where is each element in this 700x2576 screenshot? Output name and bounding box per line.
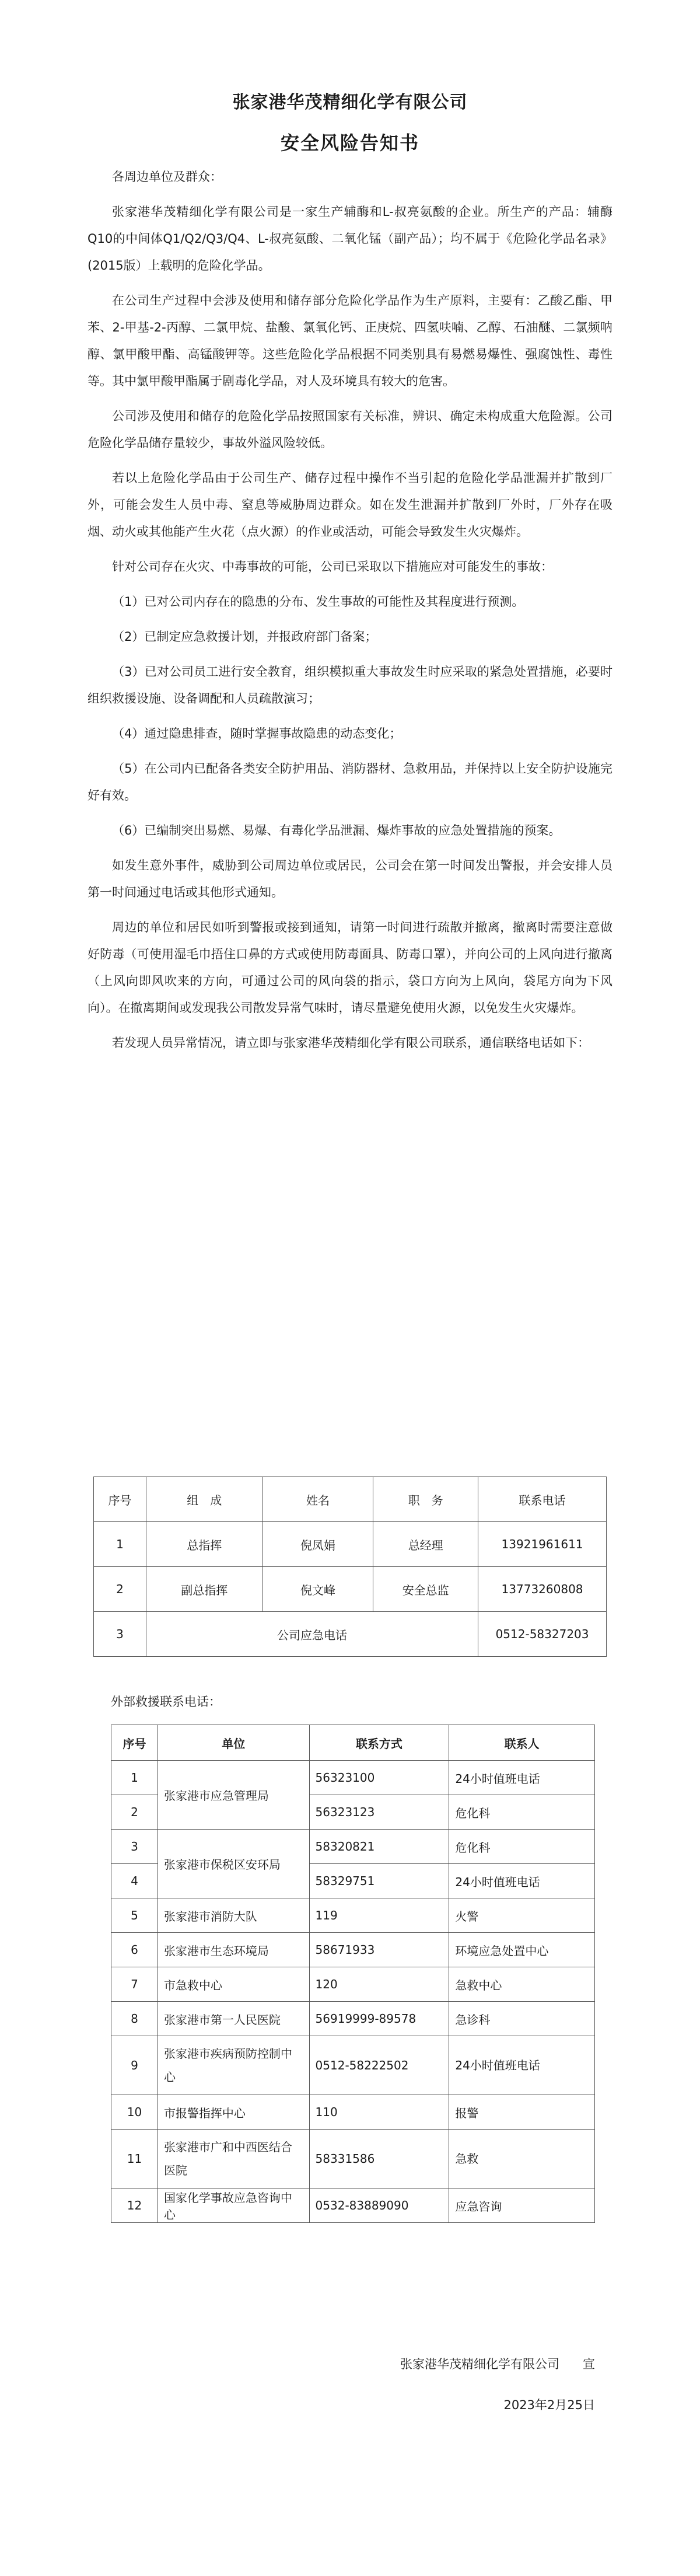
table-cell: 110 xyxy=(309,2095,449,2130)
table-cell: 报警 xyxy=(449,2095,595,2130)
table-cell: 56323123 xyxy=(309,1795,449,1830)
header-cell: 姓名 xyxy=(262,1477,373,1522)
paragraph-alarm-notice: 如发生意外事件，威胁到公司周边单位或居民，公司会在第一时间发出警报，并会安排人员第一时间通过电话或其他形式通知。 xyxy=(88,858,612,899)
table-cell: 58331586 xyxy=(309,2130,449,2188)
table-row xyxy=(111,1761,595,1795)
header-cell: 序号 xyxy=(94,1477,146,1522)
table-cell: 安全总监 xyxy=(373,1567,478,1612)
table-cell: 9 xyxy=(111,2036,158,2095)
table-cell: 国家化学事故应急咨询中心 xyxy=(158,2188,309,2223)
measure-item-2: （2）已制定应急救援计划，并报政府部门备案； xyxy=(112,630,377,644)
table-cell: 56919999-89578 xyxy=(309,2002,449,2036)
measure-item-4: （4）通过隐患排查，随时掌握事故隐患的动态变化； xyxy=(112,727,402,741)
signature-line xyxy=(400,2355,595,2372)
internal-contact-table xyxy=(93,1477,607,1657)
table-cell: 24小时值班电话 xyxy=(449,1864,595,1898)
table-cell: 2 xyxy=(111,1795,158,1830)
measure-item-3: （3）已对公司员工进行安全教育，组织模拟重大事故发生时应采取的紧急处置措施，必要时组织救援设施、设备调配和人员疏散演习； xyxy=(88,665,612,706)
table-cell: 张家港市疾病预防控制中心 xyxy=(158,2036,309,2095)
table-cell: 13921961611 xyxy=(478,1522,607,1567)
measure-item-5: （5）在公司内已配备各类安全防护用品、消防器材、急救用品，并保持以上安全防护设施完好有效。 xyxy=(88,762,612,802)
greeting: 各周边单位及群众： xyxy=(112,170,222,184)
table-cell: 3 xyxy=(94,1612,146,1657)
table-row xyxy=(111,1933,595,1967)
table-cell: 5 xyxy=(111,1898,158,1933)
table-cell: 8 xyxy=(111,2002,158,2036)
table-cell: 3 xyxy=(111,1830,158,1864)
notice-body xyxy=(88,163,612,1064)
table-cell: 11 xyxy=(111,2130,158,2188)
table-cell: 公司应急电话 xyxy=(146,1612,478,1657)
table-cell: 张家港市第一人民医院 xyxy=(158,2002,309,2036)
table-cell: 1 xyxy=(111,1761,158,1795)
issue-date: 2023年2月25日 xyxy=(503,2398,595,2412)
table-cell: 0532-83889090 xyxy=(309,2188,449,2223)
table-header-row xyxy=(94,1477,607,1522)
table-cell: 急诊科 xyxy=(449,2002,595,2036)
header-cell: 职 务 xyxy=(373,1477,478,1522)
measure-item-1: （1）已对公司内存在的隐患的分布、发生事故的可能性及其程度进行预测。 xyxy=(112,595,524,609)
table-cell: 1 xyxy=(94,1522,146,1567)
table-cell: 火警 xyxy=(449,1898,595,1933)
table-cell: 58671933 xyxy=(309,1933,449,1967)
paragraph-contact-intro: 若发现人员异常情况，请立即与张家港华茂精细化学有限公司联系，通信联络电话如下： xyxy=(112,1036,590,1050)
table-cell: 13773260808 xyxy=(478,1567,607,1612)
table-cell: 倪文峰 xyxy=(262,1567,373,1612)
table-row xyxy=(111,1967,595,2002)
table-cell: 总经理 xyxy=(373,1522,478,1567)
company-title: 张家港华茂精细化学有限公司 xyxy=(232,92,468,113)
table-cell: 急救 xyxy=(449,2130,595,2188)
table-row xyxy=(111,1830,595,1864)
table-cell: 120 xyxy=(309,1967,449,2002)
paragraph-leak-consequence: 若以上危险化学品由于公司生产、储存过程中操作不当引起的危险化学品泄漏并扩散到厂外，可能会发生人员中毒、窒息等威胁周边群众。如在发生泄漏并扩散到厂外时，厂外存在吸烟、动火或其他能产生火花（点火源）的作业或活动，可能会导致发生火灾爆炸。 xyxy=(88,471,612,539)
table-cell: 56323100 xyxy=(309,1761,449,1795)
table-row xyxy=(111,2188,595,2223)
table-row xyxy=(111,2002,595,2036)
table-cell: 12 xyxy=(111,2188,158,2223)
table-header-row xyxy=(111,1725,595,1761)
signature-company: 张家港华茂精细化学有限公司 xyxy=(400,2357,559,2371)
table-cell: 0512-58327203 xyxy=(478,1612,607,1657)
table-cell: 0512-58222502 xyxy=(309,2036,449,2095)
header-cell: 序号 xyxy=(111,1725,158,1761)
measure-item-6: （6）已编制突出易燃、易爆、有毒化学品泄漏、爆炸事故的应急处置措施的预案。 xyxy=(112,823,561,837)
table-cell: 环境应急处置中心 xyxy=(449,1933,595,1967)
table-cell: 总指挥 xyxy=(146,1522,262,1567)
table-cell: 张家港市应急管理局 xyxy=(158,1761,309,1830)
signature-suffix: 宣 xyxy=(583,2357,595,2371)
table-cell: 张家港市保税区安环局 xyxy=(158,1830,309,1898)
table-cell: 市急救中心 xyxy=(158,1967,309,2002)
table-cell: 副总指挥 xyxy=(146,1567,262,1612)
table-row-emergency xyxy=(94,1612,607,1657)
table-cell: 市报警指挥中心 xyxy=(158,2095,309,2130)
table-cell: 倪凤娟 xyxy=(262,1522,373,1567)
paragraph-hazardous-chemicals: 在公司生产过程中会涉及使用和储存部分危险化学品作为生产原料，主要有：乙酸乙酯、甲苯、2-甲基-2-丙醇、二氯甲烷、盐酸、氯氧化钙、正庚烷、四氢呋喃、乙醇、石油醚、二氯频呐醇、氯甲酸甲酯、高锰酸钾等。这些危险化学品根据不同类别具有易燃易爆性、强腐蚀性、毒性等。其中氯甲酸甲酯属于剧毒化学品，对人及环境具有较大的危害。 xyxy=(88,294,612,388)
header-cell: 联系方式 xyxy=(309,1725,449,1761)
header-cell: 组 成 xyxy=(146,1477,262,1522)
paragraph-evacuation: 周边的单位和居民如听到警报或接到通知，请第一时间进行疏散并撤离，撤离时需要注意做好防毒（可使用湿毛巾捂住口鼻的方式或使用防毒面具、防毒口罩），并向公司的上风向进行撤离（上风向即风吹来的方向，可通过公司的风向袋的指示，袋口方向为上风向，袋尾方向为下风向）。在撤离期间或发现我公司散发异常气味时，请尽量避免使用火源，以免发生火灾爆炸。 xyxy=(88,920,612,1015)
table-cell: 危化科 xyxy=(449,1830,595,1864)
external-contacts-label: 外部救援联系电话： xyxy=(111,1695,221,1709)
table-row xyxy=(111,2095,595,2130)
table-row xyxy=(94,1567,607,1612)
table-cell: 58329751 xyxy=(309,1864,449,1898)
table-row xyxy=(111,2036,595,2095)
header-cell: 联系电话 xyxy=(478,1477,607,1522)
table-cell: 危化科 xyxy=(449,1795,595,1830)
table-cell: 张家港市广和中西医结合医院 xyxy=(158,2130,309,2188)
external-contact-table xyxy=(111,1725,595,2223)
table-cell: 4 xyxy=(111,1864,158,1898)
header-cell: 联系人 xyxy=(449,1725,595,1761)
table-row xyxy=(94,1522,607,1567)
table-row xyxy=(111,2130,595,2188)
table-cell: 10 xyxy=(111,2095,158,2130)
table-cell: 7 xyxy=(111,1967,158,2002)
header-cell: 单位 xyxy=(158,1725,309,1761)
document-title: 安全风险告知书 xyxy=(280,132,419,154)
table-cell: 急救中心 xyxy=(449,1967,595,2002)
table-cell: 119 xyxy=(309,1898,449,1933)
table-row xyxy=(111,1898,595,1933)
table-cell: 24小时值班电话 xyxy=(449,2036,595,2095)
table-cell: 张家港市生态环境局 xyxy=(158,1933,309,1967)
table-cell: 应急咨询 xyxy=(449,2188,595,2223)
paragraph-company-intro: 张家港华茂精细化学有限公司是一家生产辅酶和L-叔亮氨酸的企业。所生产的产品：辅酶Q10的中间体Q1/Q2/Q3/Q4、L-叔亮氨酸、二氧化锰（副产品）；均不属于《危险化学品名录》(2015版）上载明的危险化学品。 xyxy=(88,205,612,273)
table-cell: 24小时值班电话 xyxy=(449,1761,595,1795)
paragraph-measures-intro: 针对公司存在火灾、中毒事故的可能，公司已采取以下措施应对可能发生的事故： xyxy=(112,560,553,574)
table-cell: 张家港市消防大队 xyxy=(158,1898,309,1933)
table-cell: 2 xyxy=(94,1567,146,1612)
table-cell: 58320821 xyxy=(309,1830,449,1864)
paragraph-risk-assessment: 公司涉及使用和储存的危险化学品按照国家有关标准，辨识、确定未构成重大危险源。公司危险化学品储存量较少，事故外溢风险较低。 xyxy=(88,409,612,450)
table-cell: 6 xyxy=(111,1933,158,1967)
